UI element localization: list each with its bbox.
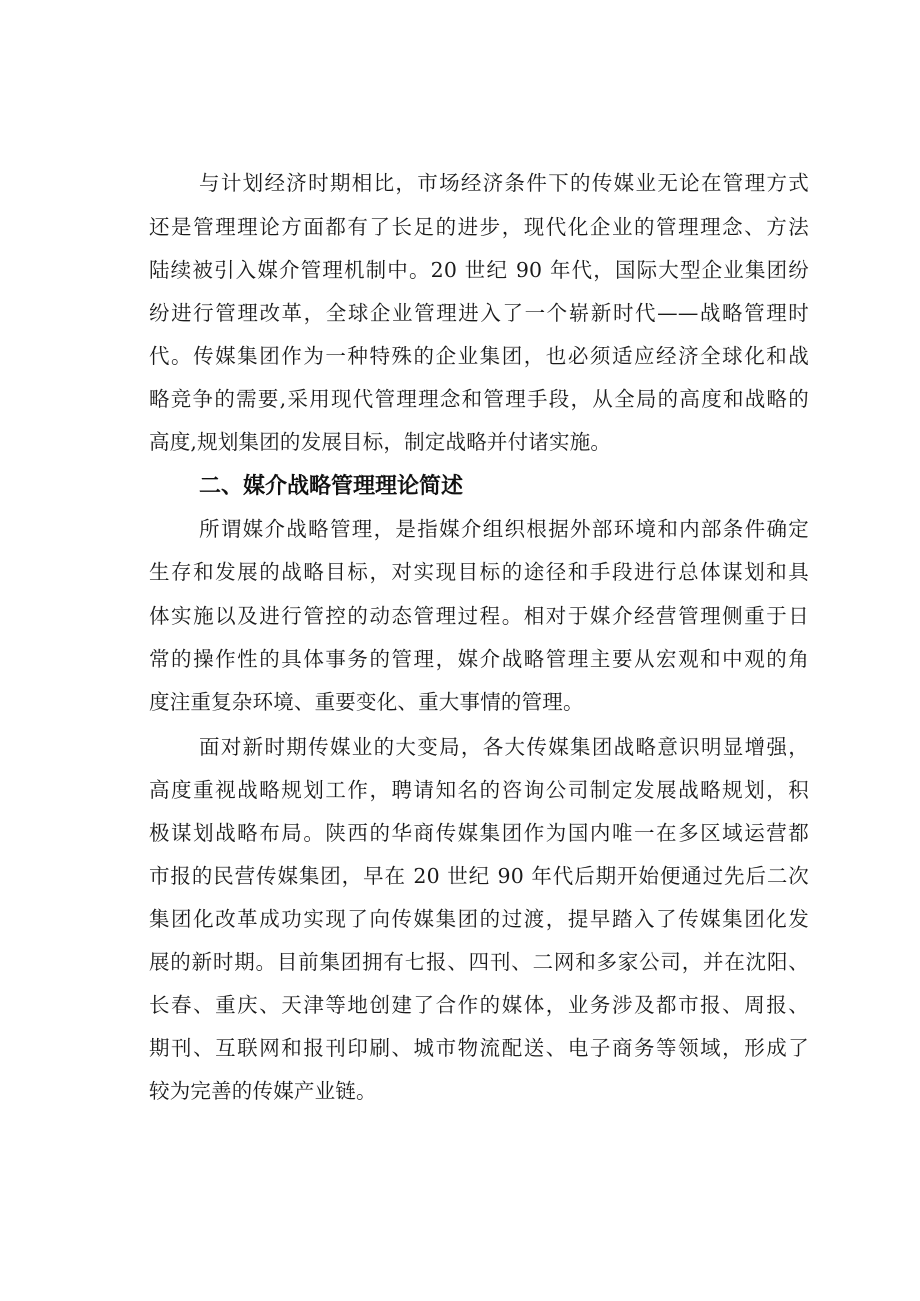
paragraph-line: 市报的民营传媒集团，早在 20 世纪 90 年代后期开始便通过先后二次 bbox=[149, 864, 809, 888]
paragraph-line: 极谋划战略布局。陕西的华商传媒集团作为国内唯一在多区域运营都 bbox=[149, 821, 809, 845]
paragraph-line: 常的操作性的具体事务的管理，媒介战略管理主要从宏观和中观的角 bbox=[149, 647, 809, 671]
paragraph-line: 生存和发展的战略目标，对实现目标的途径和手段进行总体谋划和具 bbox=[149, 560, 809, 584]
paragraph-line: 陆续被引入媒介管理机制中。20 世纪 90 年代，国际大型企业集团纷 bbox=[149, 258, 809, 282]
paragraph-line: 代。传媒集团作为一种特殊的企业集团，也必须适应经济全球化和战 bbox=[149, 344, 809, 368]
paragraph-line: 与计划经济时期相比，市场经济条件下的传媒业无论在管理方式 bbox=[199, 171, 809, 195]
paragraph-line: 较为完善的传媒产业链。 bbox=[149, 1079, 377, 1103]
paragraph-line: 所谓媒介战略管理，是指媒介组织根据外部环境和内部条件确定 bbox=[199, 517, 809, 541]
paragraph-line: 面对新时期传媒业的大变局，各大传媒集团战略意识明显增强， bbox=[199, 735, 809, 759]
section-heading: 二、媒介战略管理理论简述 bbox=[199, 474, 464, 499]
paragraph-line: 展的新时期。目前集团拥有七报、四刊、二网和多家公司，并在沈阳、 bbox=[149, 950, 809, 974]
paragraph-line: 集团化改革成功实现了向传媒集团的过渡，提早踏入了传媒集团化发 bbox=[149, 907, 809, 931]
paragraph-line: 略竞争的需要,采用现代管理理念和管理手段，从全局的高度和战略的 bbox=[149, 387, 809, 411]
paragraph-line: 体实施以及进行管控的动态管理过程。相对于媒介经营管理侧重于日 bbox=[149, 604, 809, 628]
paragraph-line: 高度,规划集团的发展目标，制定战略并付诸实施。 bbox=[149, 430, 612, 454]
paragraph-line: 还是管理理论方面都有了长足的进步，现代化企业的管理理念、方法 bbox=[149, 215, 809, 239]
paragraph-line: 高度重视战略规划工作，聘请知名的咨询公司制定发展战略规划，积 bbox=[149, 778, 809, 802]
paragraph-line: 度注重复杂环境、重要变化、重大事情的管理。 bbox=[149, 690, 584, 714]
paragraph-line: 期刊、互联网和报刊印刷、城市物流配送、电子商务等领域，形成了 bbox=[149, 1036, 809, 1060]
paragraph-line: 纷进行管理改革，全球企业管理进入了一个崭新时代——战略管理时 bbox=[149, 301, 809, 325]
paragraph-line: 长春、重庆、天津等地创建了合作的媒体，业务涉及都市报、周报、 bbox=[149, 993, 809, 1017]
